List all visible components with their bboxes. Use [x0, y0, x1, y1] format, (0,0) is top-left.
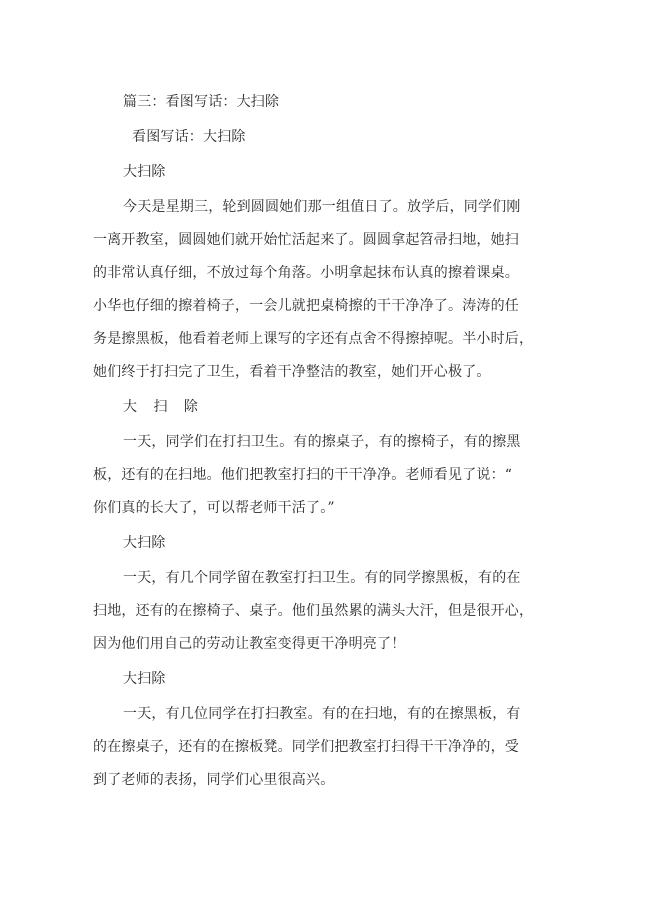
paragraph-line: 一离开教室，圆圆她们就开始忙活起来了。圆圆拿起笤帚扫地，她扫	[93, 232, 519, 248]
section-heading: 大扫除	[123, 671, 166, 687]
section-heading: 大扫除	[123, 164, 166, 180]
paragraph-line: 的在擦桌子，还有的在擦板凳。同学们把教室打扫得干干净净的，受	[93, 739, 519, 755]
paragraph-line: 她们终于打扫完了卫生，看着干净整洁的教室，她们开心极了。	[93, 364, 491, 380]
paragraph-line: 一天，同学们在打扫卫生。有的擦桌子，有的擦椅子，有的擦黑	[123, 434, 521, 450]
paragraph-line: 扫地，还有的在擦椅子、桌子。他们虽然累的满头大汗，但是很开心，	[93, 603, 534, 619]
paragraph-line: 今天是星期三，轮到圆圆她们那一组值日了。放学后，同学们刚	[123, 199, 521, 215]
section-heading: 大 扫 除	[123, 399, 204, 415]
section-heading: 大扫除	[123, 535, 166, 551]
section-paragraph	[93, 568, 569, 654]
paragraph-line: 板，还有的在扫地。他们把教室打扫的干干净净。老师看见了说：“	[93, 467, 513, 483]
paragraph-line: 因为他们用自己的劳动让教室变得更干净明亮了！	[93, 636, 406, 652]
paragraph-line: 到了老师的表扬，同学们心里很高兴。	[93, 772, 335, 788]
paragraph-line: 务是擦黑板，他看着老师上课写的字还有点舍不得擦掉呢。半小时后，	[93, 331, 534, 347]
section-paragraph	[93, 197, 569, 382]
paragraph-line: 小华也仔细的擦着椅子，一会儿就把桌椅擦的干干净净了。涛涛的任	[93, 298, 519, 314]
paragraph-line: 一天，有几个同学留在教室打扫卫生。有的同学擦黑板，有的在	[123, 570, 521, 586]
document-subtitle: 看图写话：大扫除	[132, 129, 246, 145]
document-body	[93, 92, 569, 805]
document-title: 篇三：看图写话：大扫除	[123, 94, 280, 110]
paragraph-line: 你们真的长大了，可以帮老师干活了。”	[93, 500, 335, 516]
paragraph-line: 的非常认真仔细，不放过每个角落。小明拿起抹布认真的擦着课桌。	[93, 265, 519, 281]
section-paragraph	[93, 704, 569, 790]
paragraph-line: 一天，有几位同学在打扫教室。有的在扫地，有的在擦黑板，有	[123, 706, 521, 722]
section-paragraph	[93, 432, 569, 518]
